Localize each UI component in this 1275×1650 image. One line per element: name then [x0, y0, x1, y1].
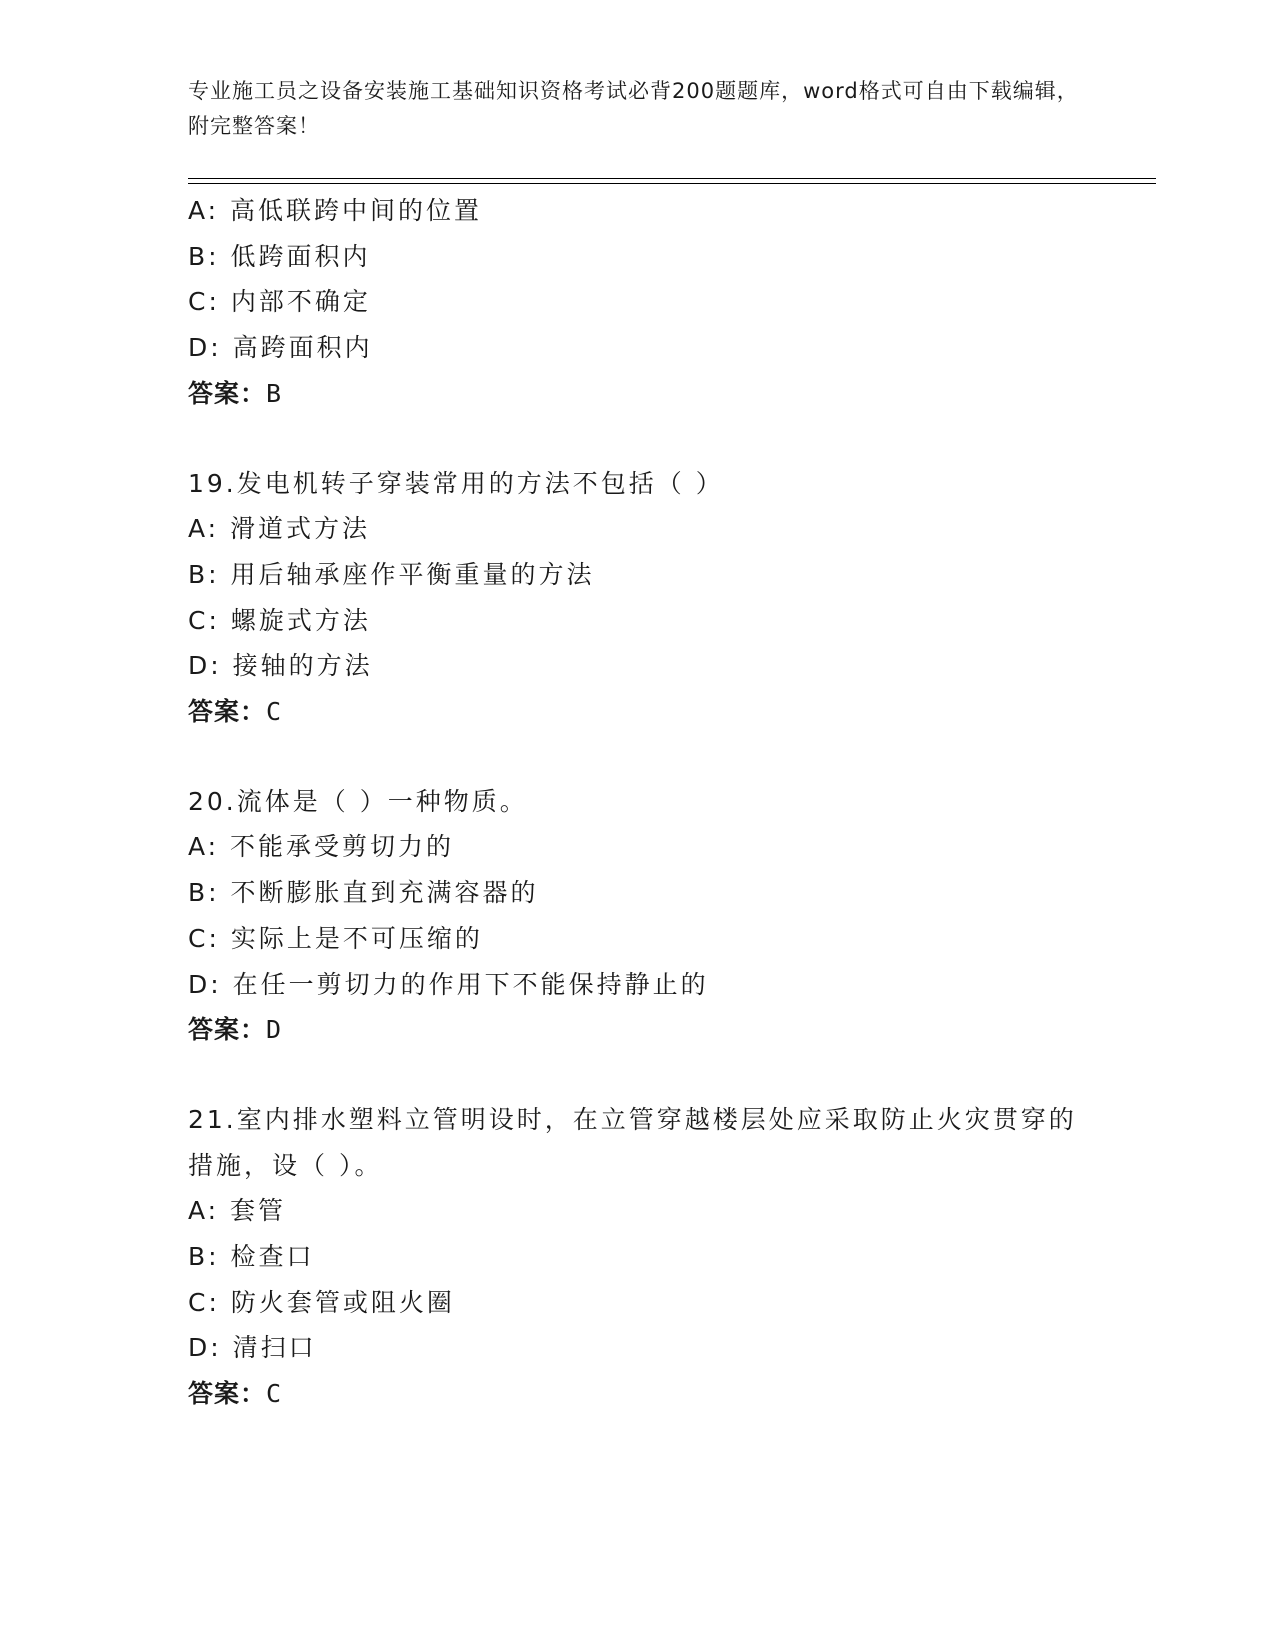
option-a: A: 不能承受剪切力的 — [188, 832, 455, 862]
question-21 — [188, 1097, 1088, 1417]
option-d: D: 高跨面积内 — [188, 333, 373, 363]
option-c: C: 防火套管或阻火圈 — [188, 1287, 455, 1317]
option-b: B: 检查口 — [188, 1242, 315, 1272]
answer-line — [188, 689, 1088, 735]
question-text: 19.发电机转子穿装常用的方法不包括（ ） — [188, 468, 724, 498]
option-d: D: 在任一剪切力的作用下不能保持静止的 — [188, 969, 709, 999]
answer-label: 答案： — [188, 697, 267, 727]
document-title: 专业施工员之设备安装施工基础知识资格考试必背200题题库，word格式可自由下载编辑，附完整答案！ — [188, 79, 1079, 138]
option-c: C: 内部不确定 — [188, 287, 371, 317]
option-b: B: 低跨面积内 — [188, 241, 371, 271]
header-divider-top — [188, 178, 1156, 179]
question-text: 20.流体是（ ）一种物质。 — [188, 786, 528, 816]
option-c: C: 螺旋式方法 — [188, 605, 371, 635]
option-b: B: 不断膨胀直到充满容器的 — [188, 878, 539, 908]
question-list — [188, 188, 1088, 1417]
option-a: A: 套管 — [188, 1196, 287, 1226]
question-18-continued — [188, 188, 1088, 417]
answer-line — [188, 371, 1088, 417]
question-text: 21.室内排水塑料立管明设时，在立管穿越楼层处应采取防止火灾贯穿的措施，设（ ）。 — [188, 1104, 1077, 1180]
answer-line — [188, 1371, 1088, 1417]
question-19 — [188, 461, 1088, 735]
document-header — [188, 74, 1088, 144]
answer-label: 答案： — [188, 378, 267, 408]
answer-label: 答案： — [188, 1015, 267, 1045]
answer-value: C — [266, 697, 283, 727]
option-d: D: 清扫口 — [188, 1333, 317, 1363]
answer-value: B — [266, 378, 283, 408]
answer-label: 答案： — [188, 1379, 267, 1409]
option-c: C: 实际上是不可压缩的 — [188, 923, 483, 953]
answer-value: C — [266, 1379, 283, 1409]
option-b: B: 用后轴承座作平衡重量的方法 — [188, 559, 595, 589]
answer-line — [188, 1007, 1088, 1053]
answer-value: D — [266, 1015, 283, 1045]
option-a: A: 滑道式方法 — [188, 514, 371, 544]
question-20 — [188, 779, 1088, 1053]
option-d: D: 接轴的方法 — [188, 651, 373, 681]
option-a: A: 高低联跨中间的位置 — [188, 196, 483, 225]
header-divider-bottom — [188, 183, 1156, 184]
